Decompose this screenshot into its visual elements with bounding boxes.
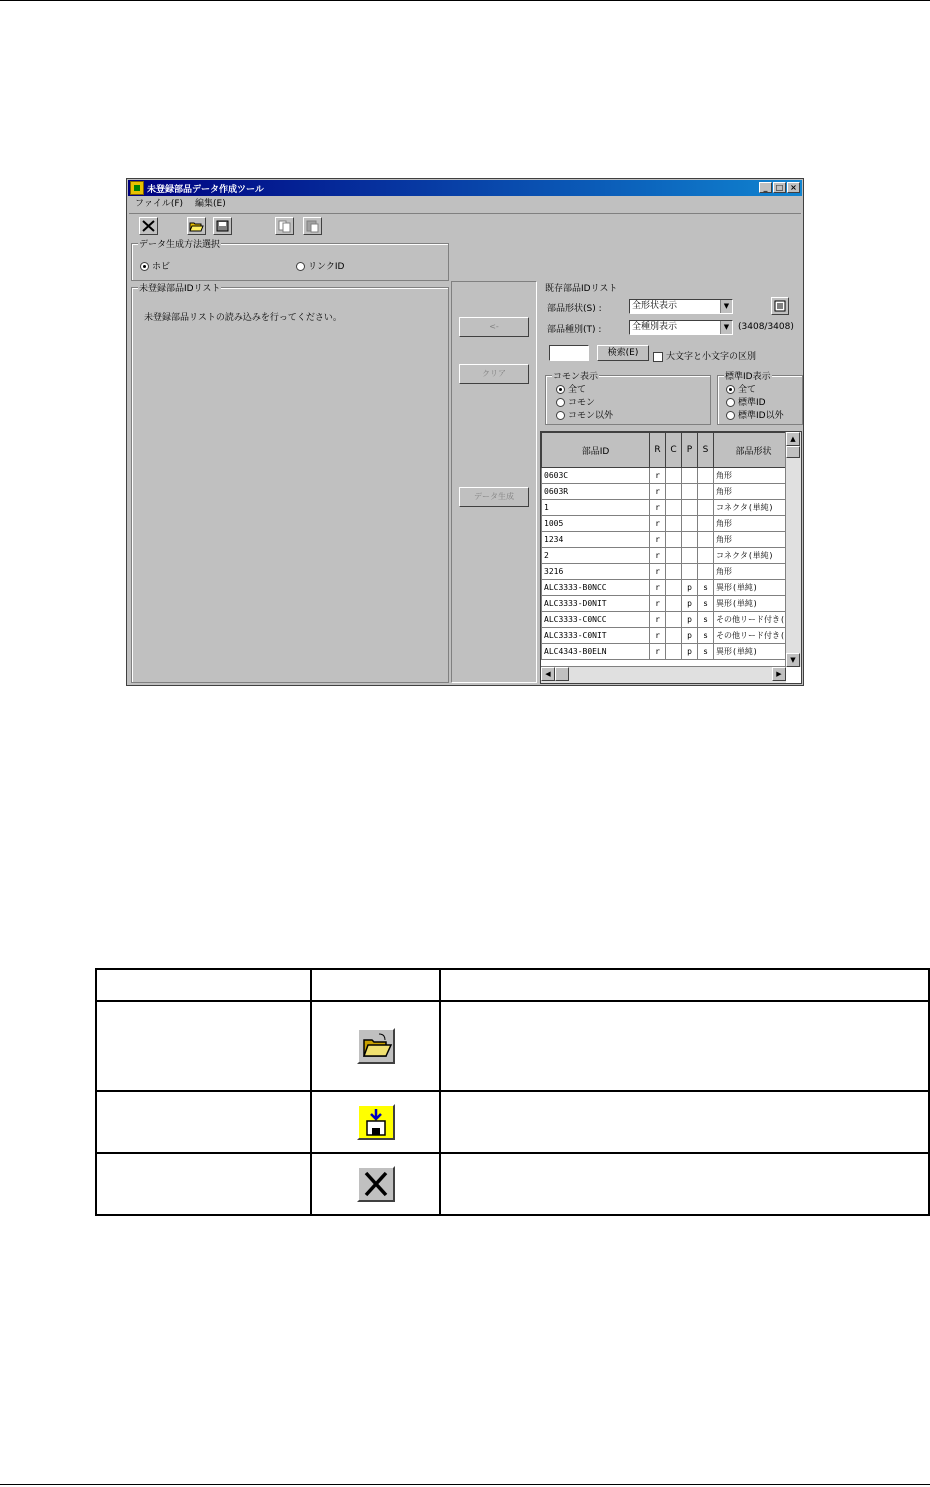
save-icon <box>215 219 230 233</box>
table-cell: r <box>650 564 666 580</box>
toolbar-paste-button[interactable] <box>303 217 322 235</box>
toolbar-save-button[interactable] <box>213 217 232 235</box>
table-cell: コネクタ(単純) <box>714 500 794 516</box>
column-header[interactable]: 部品ID <box>542 433 650 468</box>
table-cell <box>666 484 682 500</box>
table-cell: r <box>650 644 666 660</box>
transfer-button[interactable]: <- <box>459 317 529 337</box>
table-cell: 1005 <box>542 516 650 532</box>
table-cell <box>666 468 682 484</box>
table-cell: ALC3333-B0NCC <box>542 580 650 596</box>
generation-method-group <box>131 240 449 281</box>
table-row[interactable] <box>542 644 794 660</box>
table-cell <box>666 596 682 612</box>
minimize-button[interactable]: _ <box>759 182 772 193</box>
radio-standard-other[interactable] <box>726 411 735 420</box>
table-cell: 角形 <box>714 516 794 532</box>
table-cell: 0603C <box>542 468 650 484</box>
unregistered-list-message: 未登録部品リストの読み込みを行ってください。 <box>144 313 342 323</box>
table-cell <box>698 516 714 532</box>
table-cell <box>682 548 698 564</box>
table-cell <box>698 564 714 580</box>
shape-label: 部品形状(S) : <box>547 304 602 314</box>
middle-panel <box>451 281 537 683</box>
table-cell: 角形 <box>714 484 794 500</box>
table-cell <box>698 548 714 564</box>
table-cell: 3216 <box>542 564 650 580</box>
table-row[interactable] <box>542 564 794 580</box>
menu-edit[interactable]: 編集(E) <box>195 199 226 209</box>
common-display-label: コモン表示 <box>552 369 599 382</box>
table-cell: 角形 <box>714 532 794 548</box>
toolbar-close-button[interactable] <box>139 217 158 235</box>
type-label: 部品種別(T) : <box>547 325 602 335</box>
standard-option-standard[interactable]: 標準ID <box>726 395 766 408</box>
count-label: (3408/3408) <box>738 322 794 332</box>
scroll-left-icon[interactable]: ◀ <box>541 667 555 681</box>
search-button[interactable]: 検索(E) <box>597 345 649 361</box>
scroll-down-icon[interactable]: ▼ <box>786 653 800 667</box>
table-row[interactable] <box>542 612 794 628</box>
table-cell: p <box>682 644 698 660</box>
column-header[interactable]: 部品形状 <box>714 433 794 468</box>
radio-standard-all[interactable] <box>726 385 735 394</box>
table-cell: 異形(単純) <box>714 580 794 596</box>
table-cell <box>666 644 682 660</box>
table-cell <box>682 468 698 484</box>
close-icon <box>357 1166 395 1202</box>
legend-name <box>96 1153 311 1215</box>
table-cell <box>666 516 682 532</box>
radio-common-other[interactable] <box>556 411 565 420</box>
generate-button[interactable]: データ生成 <box>459 487 529 507</box>
table-cell: r <box>650 612 666 628</box>
app-icon <box>130 181 144 195</box>
save-icon <box>357 1104 395 1140</box>
title-bar[interactable] <box>128 180 802 196</box>
parts-table <box>541 432 794 660</box>
table-row[interactable] <box>542 596 794 612</box>
radio-common[interactable] <box>556 398 565 407</box>
existing-list-label: 既存部品IDリスト <box>544 281 618 294</box>
common-option-common[interactable]: コモン <box>556 395 595 408</box>
legend-description <box>440 1153 929 1215</box>
column-header[interactable]: S <box>698 433 714 468</box>
legend-header-name <box>96 969 311 1001</box>
open-folder-icon <box>357 1028 395 1064</box>
table-cell: 異形(単純) <box>714 644 794 660</box>
table-cell: r <box>650 468 666 484</box>
legend-row-close <box>96 1153 929 1215</box>
table-cell: r <box>650 484 666 500</box>
table-cell: s <box>698 596 714 612</box>
radio-link-id[interactable] <box>296 262 305 271</box>
table-cell <box>682 532 698 548</box>
table-row[interactable] <box>542 548 794 564</box>
list-view-button[interactable] <box>771 297 789 315</box>
table-cell: r <box>650 500 666 516</box>
table-cell: その他リード付き( <box>714 628 794 644</box>
table-row[interactable] <box>542 532 794 548</box>
shape-select[interactable]: 全形状表示 ▼ <box>629 299 733 314</box>
table-cell: p <box>682 612 698 628</box>
table-cell: r <box>650 628 666 644</box>
table-cell: 異形(単純) <box>714 596 794 612</box>
menu-file[interactable]: ファイル(F) <box>135 199 184 209</box>
standard-option-all[interactable]: 全て <box>726 382 756 395</box>
table-cell: r <box>650 516 666 532</box>
column-header[interactable]: R <box>650 433 666 468</box>
toolbar <box>129 213 801 238</box>
column-header[interactable]: C <box>666 433 682 468</box>
radio-standard-id[interactable] <box>726 398 735 407</box>
table-cell <box>698 468 714 484</box>
table-row[interactable] <box>542 580 794 596</box>
case-sensitive-option[interactable]: 大文字と小文字の区別 <box>653 349 756 362</box>
table-cell <box>682 484 698 500</box>
legend-row-save <box>96 1091 929 1153</box>
radio-hobi[interactable] <box>140 262 149 271</box>
toolbar-copy-button[interactable] <box>275 217 294 235</box>
common-option-other[interactable]: コモン以外 <box>556 408 613 421</box>
open-folder-icon <box>189 219 204 233</box>
table-header-row <box>542 433 794 468</box>
table-cell: 1234 <box>542 532 650 548</box>
table-cell <box>698 532 714 548</box>
radio-common-all[interactable] <box>556 385 565 394</box>
chevron-down-icon[interactable]: ▼ <box>720 321 732 334</box>
close-window-button[interactable]: × <box>787 182 800 193</box>
menu-bar <box>129 197 232 211</box>
common-option-all[interactable]: 全て <box>556 382 586 395</box>
existing-parts-grid[interactable] <box>540 431 802 684</box>
table-cell: ALC3333-C0NCC <box>542 612 650 628</box>
table-cell: 1 <box>542 500 650 516</box>
table-cell <box>666 564 682 580</box>
table-cell: p <box>682 580 698 596</box>
standard-id-group <box>717 372 803 425</box>
table-cell <box>666 580 682 596</box>
bottom-rule <box>0 1484 930 1485</box>
method-option-link-id[interactable]: リンクID <box>296 259 344 272</box>
list-icon <box>774 300 786 312</box>
table-cell: 角形 <box>714 564 794 580</box>
generation-method-label: データ生成方法選択 <box>138 237 221 250</box>
paste-icon <box>305 219 320 233</box>
table-cell: s <box>698 644 714 660</box>
table-cell <box>666 612 682 628</box>
unregistered-list-group <box>131 284 449 683</box>
table-cell: s <box>698 612 714 628</box>
table-cell: ALC3333-D0NIT <box>542 596 650 612</box>
common-display-group <box>545 372 711 425</box>
search-input[interactable] <box>549 345 589 361</box>
legend-row-open <box>96 1001 929 1091</box>
table-cell: コネクタ(単純) <box>714 548 794 564</box>
maximize-button[interactable]: □ <box>773 182 786 193</box>
standard-option-other[interactable]: 標準ID以外 <box>726 408 784 421</box>
table-cell <box>698 500 714 516</box>
table-cell: ALC4343-B0ELN <box>542 644 650 660</box>
legend-name <box>96 1091 311 1153</box>
legend-header-row <box>96 969 929 1001</box>
chevron-down-icon[interactable]: ▼ <box>720 300 732 313</box>
legend-description <box>440 1091 929 1153</box>
type-select[interactable]: 全種別表示 ▼ <box>629 320 733 335</box>
copy-icon <box>277 219 292 233</box>
table-cell: 0603R <box>542 484 650 500</box>
table-cell <box>682 516 698 532</box>
legend-header-description <box>440 969 929 1001</box>
table-cell <box>682 564 698 580</box>
table-cell: p <box>682 628 698 644</box>
table-row[interactable] <box>542 628 794 644</box>
table-cell <box>666 628 682 644</box>
table-cell: その他リード付き( <box>714 612 794 628</box>
method-option-hobi[interactable]: ホビ <box>140 259 170 272</box>
vertical-scrollbar[interactable] <box>785 432 801 667</box>
scroll-thumb[interactable] <box>555 667 569 681</box>
window-title: 未登録部品データ作成ツール <box>147 185 264 195</box>
table-row[interactable] <box>542 484 794 500</box>
table-cell: p <box>682 596 698 612</box>
table-row[interactable] <box>542 500 794 516</box>
table-cell: r <box>650 548 666 564</box>
clear-button[interactable]: クリア <box>459 364 529 384</box>
scroll-right-icon[interactable]: ▶ <box>772 667 786 681</box>
standard-id-label: 標準ID表示 <box>724 369 772 382</box>
table-cell <box>666 500 682 516</box>
table-cell: 2 <box>542 548 650 564</box>
scroll-thumb[interactable] <box>786 446 800 458</box>
table-cell <box>682 500 698 516</box>
table-row[interactable] <box>542 516 794 532</box>
table-cell: r <box>650 596 666 612</box>
table-cell: r <box>650 580 666 596</box>
scroll-up-icon[interactable]: ▲ <box>786 432 800 446</box>
horizontal-scrollbar[interactable] <box>541 666 786 683</box>
legend-header-icon <box>311 969 440 1001</box>
table-cell: r <box>650 532 666 548</box>
column-header[interactable]: P <box>682 433 698 468</box>
toolbar-open-button[interactable] <box>187 217 206 235</box>
table-cell <box>666 532 682 548</box>
icon-legend-table <box>95 968 930 1216</box>
unregistered-list-label: 未登録部品IDリスト <box>138 281 221 294</box>
case-sensitive-checkbox[interactable] <box>653 352 663 362</box>
table-cell: s <box>698 580 714 596</box>
table-cell <box>666 548 682 564</box>
close-icon <box>141 219 156 233</box>
table-row[interactable] <box>542 468 794 484</box>
legend-description <box>440 1001 929 1091</box>
legend-name <box>96 1001 311 1091</box>
table-cell: s <box>698 628 714 644</box>
table-cell: 角形 <box>714 468 794 484</box>
top-rule <box>0 0 930 1</box>
table-cell: ALC3333-C0NIT <box>542 628 650 644</box>
table-cell <box>698 484 714 500</box>
